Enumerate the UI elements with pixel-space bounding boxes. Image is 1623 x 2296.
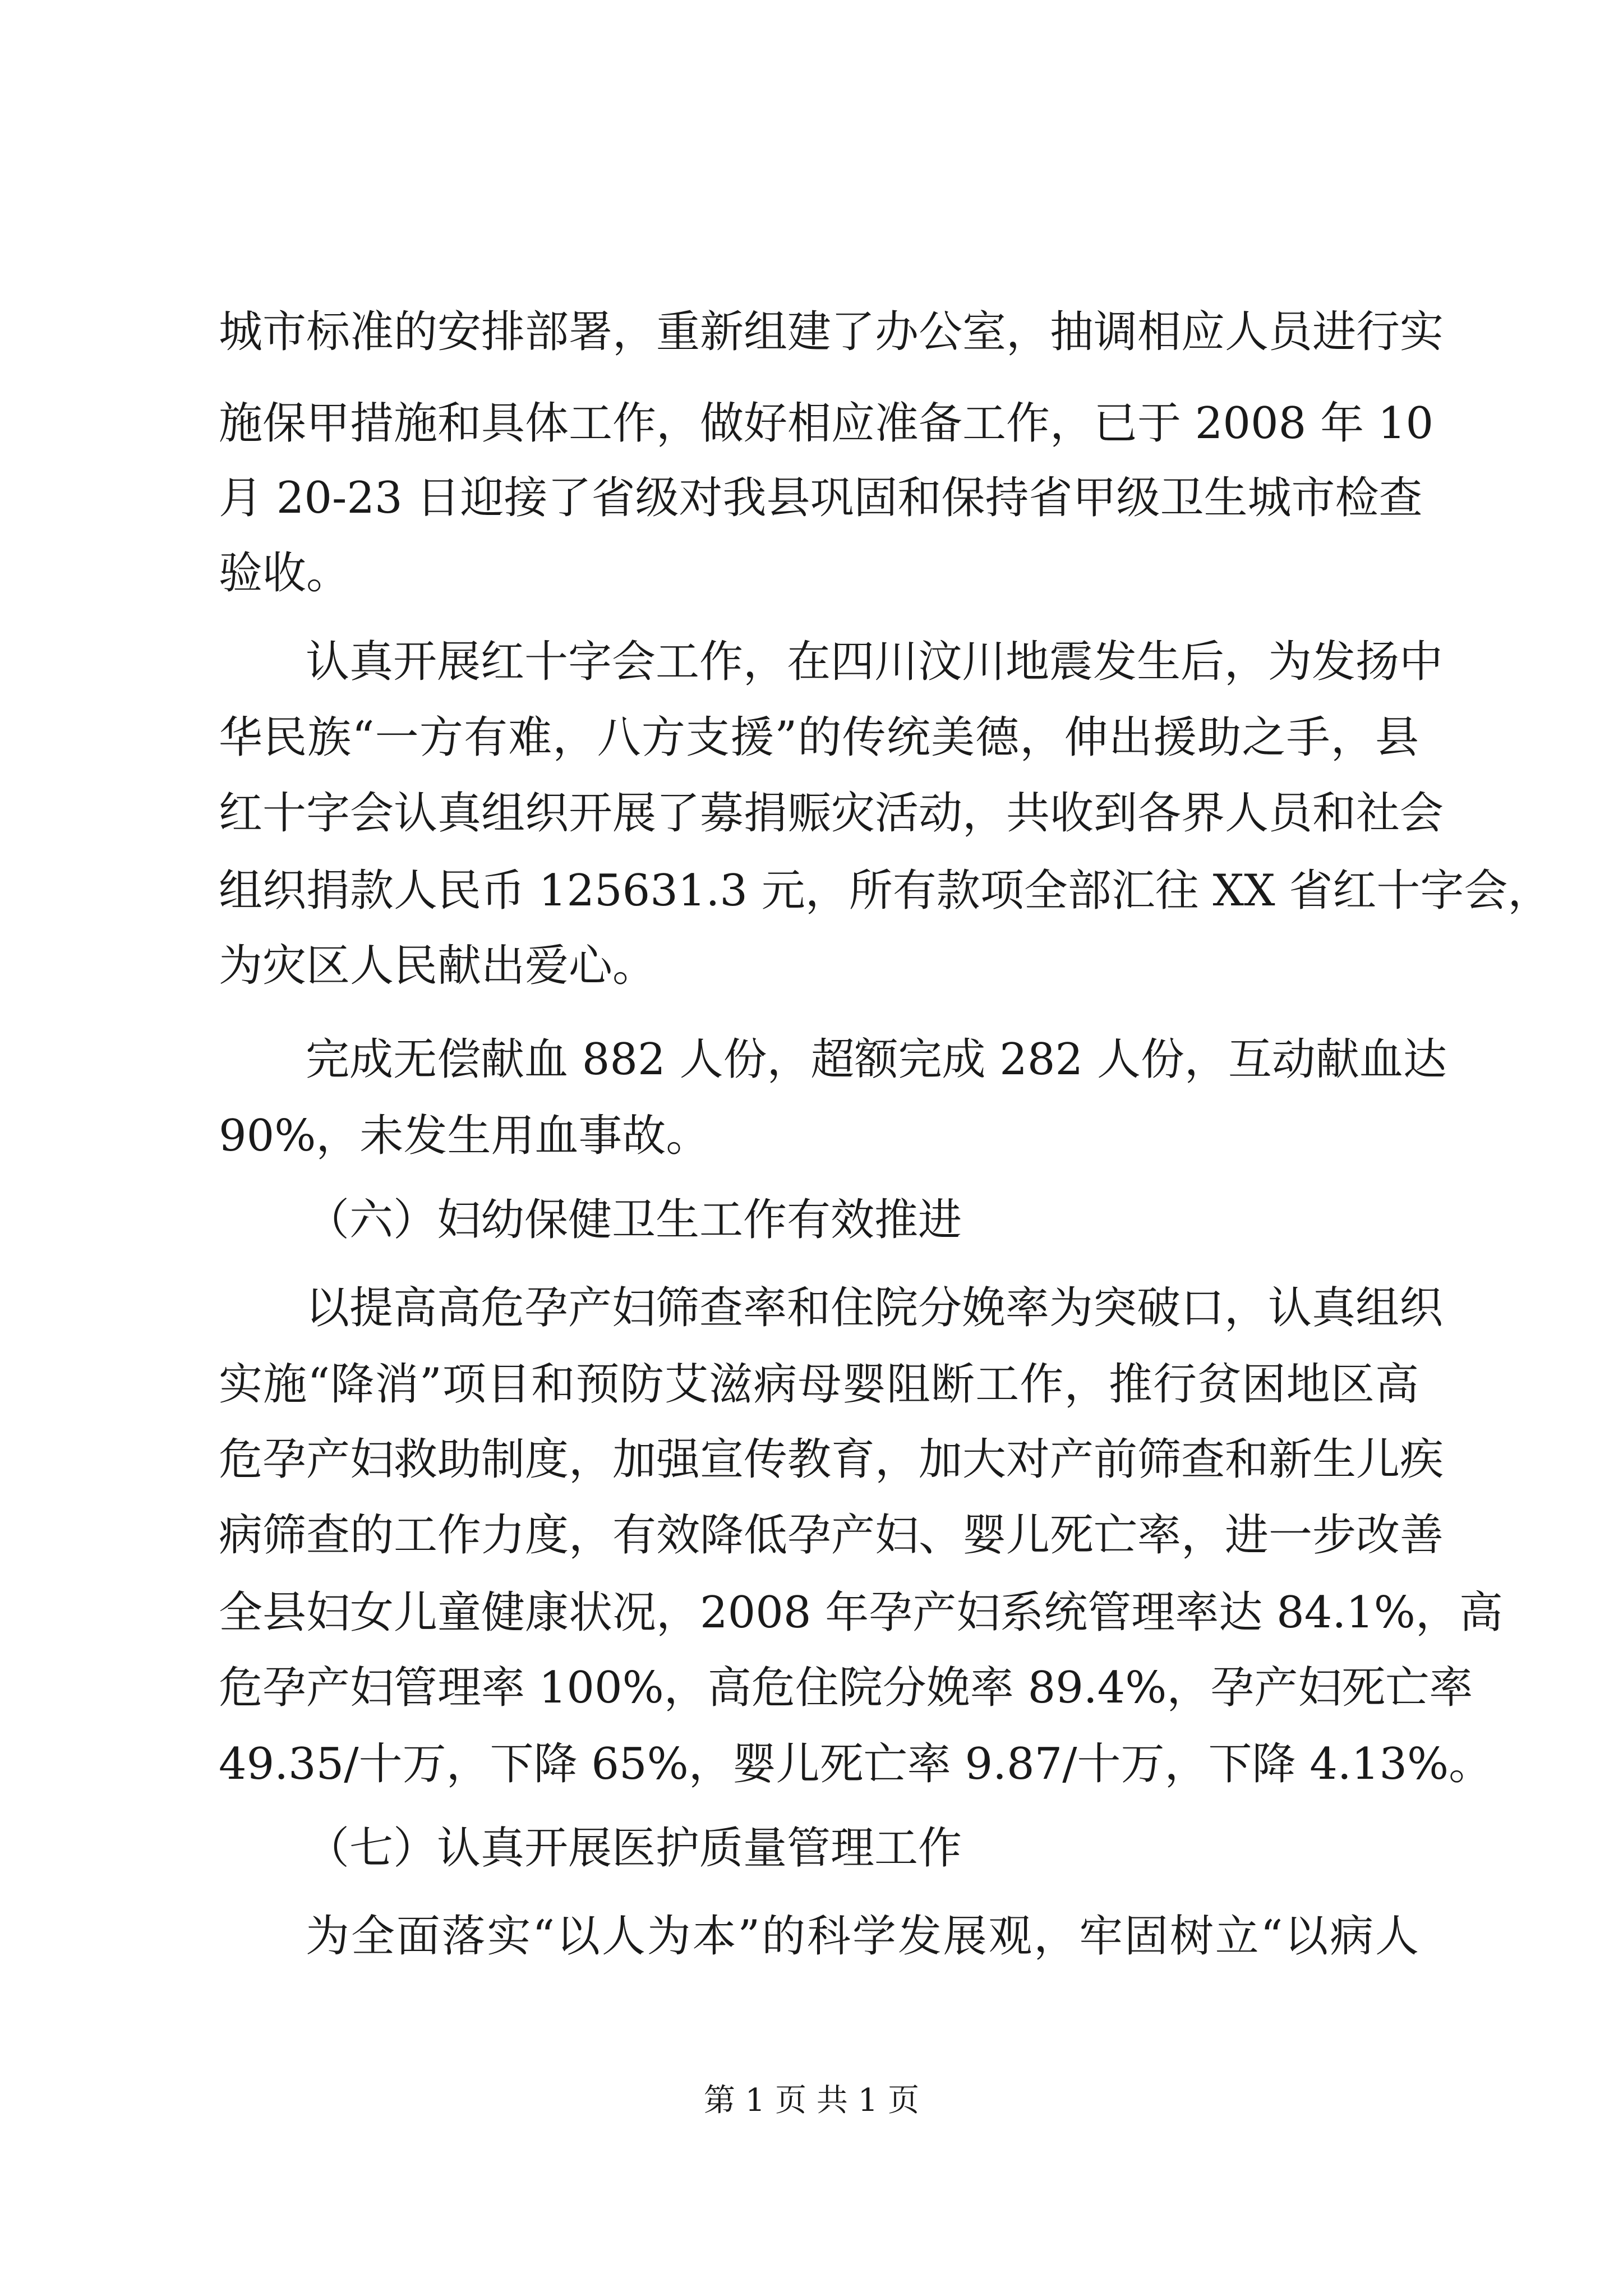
section-heading-7: （七）认真开展医护质量管理工作 xyxy=(306,1823,962,1874)
paragraph-4-line-2: 实施“降消”项目和预防艾滋病母婴阻断工作，推行贫困地区高 xyxy=(219,1359,1419,1410)
paragraph-2-line-1: 认真开展红十字会工作，在四川汶川地震发生后，为发扬中 xyxy=(306,637,1444,687)
paragraph-2-line-5: 为灾区人民献出爱心。 xyxy=(219,941,657,991)
paragraph-2-line-3: 红十字会认真组织开展了募捐赈灾活动，共收到各界人员和社会 xyxy=(219,788,1444,839)
paragraph-4-line-1: 以提高高危孕产妇筛查率和住院分娩率为突破口，认真组织 xyxy=(306,1283,1444,1333)
paragraph-4-line-6: 危孕产妇管理率 100%，高危住院分娩率 89.4%，孕产妇死亡率 xyxy=(219,1663,1473,1713)
paragraph-3-line-2: 90%，未发生用血事故。 xyxy=(219,1111,710,1161)
paragraph-3-line-1: 完成无偿献血 882 人份，超额完成 282 人份，互动献血达 xyxy=(306,1034,1447,1085)
page-footer: 第 1 页 共 1 页 xyxy=(703,2082,920,2119)
paragraph-1-line-4: 验收。 xyxy=(219,548,351,599)
paragraph-5-line-1: 为全面落实“以人为本”的科学发展观，牢固树立“以病人 xyxy=(306,1911,1419,1962)
paragraph-1-line-3: 月 20-23 日迎接了省级对我县巩固和保持省甲级卫生城市检查 xyxy=(219,473,1423,523)
paragraph-4-line-4: 病筛查的工作力度，有效降低孕产妇、婴儿死亡率，进一步改善 xyxy=(219,1510,1444,1561)
paragraph-4-line-5: 全县妇女儿童健康状况，2008 年孕产妇系统管理率达 84.1%，高 xyxy=(219,1588,1503,1638)
section-heading-6: （六）妇幼保健卫生工作有效推进 xyxy=(306,1195,962,1245)
paragraph-1-line-1: 城市标准的安排部署，重新组建了办公室，抽调相应人员进行实 xyxy=(219,307,1444,357)
paragraph-2-line-2: 华民族“一方有难，八方支援”的传统美德，伸出援助之手，县 xyxy=(219,712,1419,763)
paragraph-4-line-3: 危孕产妇救助制度，加强宣传教育，加大对产前筛查和新生儿疾 xyxy=(219,1434,1444,1485)
paragraph-2-line-4: 组织捐款人民币 125631.3 元，所有款项全部汇往 XX 省红十字会， xyxy=(219,866,1552,916)
paragraph-4-line-7: 49.35/十万，下降 65%，婴儿死亡率 9.87/十万，下降 4.13%。 xyxy=(219,1739,1493,1789)
paragraph-1-line-2: 施保甲措施和具体工作，做好相应准备工作，已于 2008 年 10 xyxy=(219,398,1434,449)
